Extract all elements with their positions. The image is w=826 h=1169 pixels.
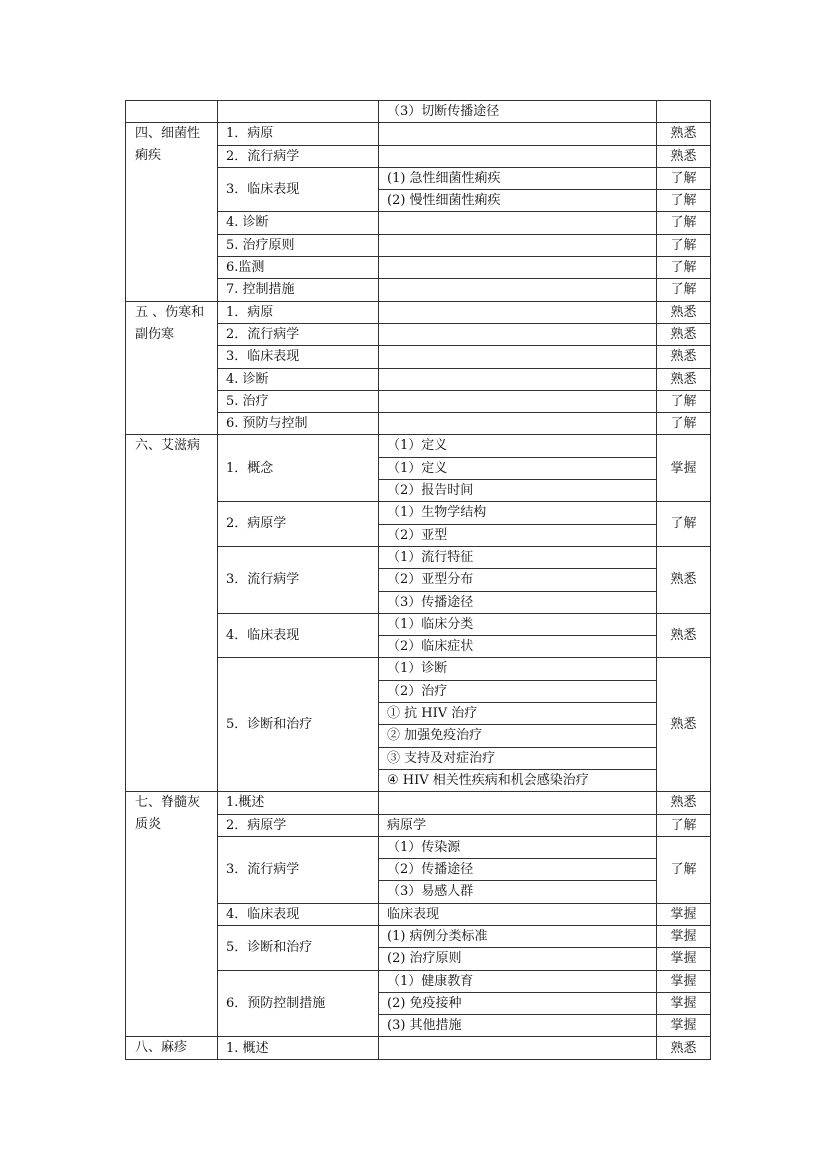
requirement-cell: 熟悉 (657, 792, 711, 814)
detail-cell: （1）流行特征 (379, 546, 657, 568)
detail-cell: ③ 支持及对症治疗 (379, 747, 657, 769)
topic-cell: 2．病原学 (218, 814, 379, 836)
topic-cell: 6.监测 (218, 257, 379, 279)
requirement-cell: 熟悉 (657, 323, 711, 345)
detail-cell: ② 加强免疫治疗 (379, 725, 657, 747)
detail-cell (379, 346, 657, 368)
topic-cell (218, 101, 379, 123)
detail-cell (379, 123, 657, 145)
detail-cell: （3）传播途径 (379, 591, 657, 613)
table-row (126, 123, 711, 145)
detail-cell: (1) 病例分类标准 (379, 925, 657, 947)
detail-cell: （1）健康教育 (379, 970, 657, 992)
detail-cell: （1）诊断 (379, 658, 657, 680)
chapter-cell: 七、脊髓灰质炎 (126, 792, 218, 1037)
syllabus-table-body (126, 101, 711, 1060)
topic-cell: 3．流行病学 (218, 836, 379, 903)
requirement-cell: 了解 (657, 190, 711, 212)
detail-cell: （2）治疗 (379, 680, 657, 702)
requirement-cell: 了解 (657, 814, 711, 836)
chapter-cell: 六、艾滋病 (126, 435, 218, 792)
requirement-cell: 了解 (657, 413, 711, 435)
requirement-cell (657, 101, 711, 123)
detail-cell: （3）易感人群 (379, 881, 657, 903)
topic-cell: 4. 诊断 (218, 212, 379, 234)
table-row (126, 101, 711, 123)
requirement-cell: 掌握 (657, 992, 711, 1014)
requirement-cell: 掌握 (657, 948, 711, 970)
detail-cell: （1）生物学结构 (379, 502, 657, 524)
requirement-cell: 了解 (657, 836, 711, 903)
topic-cell: 1.概述 (218, 792, 379, 814)
topic-cell: 1. 概述 (218, 1037, 379, 1060)
topic-cell: 3．流行病学 (218, 546, 379, 613)
requirement-cell: 熟悉 (657, 368, 711, 390)
detail-cell: （2）报告时间 (379, 480, 657, 502)
topic-cell: 2．病原学 (218, 502, 379, 547)
detail-cell: (2) 治疗原则 (379, 948, 657, 970)
requirement-cell: 了解 (657, 257, 711, 279)
detail-cell (379, 301, 657, 323)
detail-cell (379, 323, 657, 345)
requirement-cell: 熟悉 (657, 658, 711, 792)
requirement-cell: 掌握 (657, 435, 711, 502)
requirement-cell: 熟悉 (657, 546, 711, 613)
topic-cell: 3．临床表现 (218, 167, 379, 212)
requirement-cell: 了解 (657, 390, 711, 412)
table-row (126, 301, 711, 323)
detail-cell: 临床表现 (379, 903, 657, 925)
detail-cell (379, 1037, 657, 1060)
topic-cell: 1．病原 (218, 123, 379, 145)
detail-cell: (2) 慢性细菌性痢疾 (379, 190, 657, 212)
detail-cell: 病原学 (379, 814, 657, 836)
detail-cell (379, 792, 657, 814)
detail-cell (379, 390, 657, 412)
requirement-cell: 了解 (657, 212, 711, 234)
table-row (126, 792, 711, 814)
topic-cell: 7. 控制措施 (218, 279, 379, 301)
requirement-cell: 熟悉 (657, 301, 711, 323)
detail-cell: (2) 免疫接种 (379, 992, 657, 1014)
detail-cell: （2）亚型分布 (379, 569, 657, 591)
detail-cell: （1）定义 (379, 457, 657, 479)
requirement-cell: 掌握 (657, 925, 711, 947)
topic-cell: 2．流行病学 (218, 323, 379, 345)
detail-cell (379, 257, 657, 279)
requirement-cell: 掌握 (657, 970, 711, 992)
topic-cell: 5．诊断和治疗 (218, 925, 379, 970)
requirement-cell: 了解 (657, 502, 711, 547)
detail-cell: ① 抗 HIV 治疗 (379, 703, 657, 725)
detail-cell: (1) 急性细菌性痢疾 (379, 167, 657, 189)
detail-cell: （2）亚型 (379, 524, 657, 546)
topic-cell: 2．流行病学 (218, 145, 379, 167)
requirement-cell: 熟悉 (657, 145, 711, 167)
requirement-cell: 了解 (657, 234, 711, 256)
requirement-cell: 掌握 (657, 1015, 711, 1037)
table-row (126, 1037, 711, 1060)
chapter-cell (126, 101, 218, 123)
detail-cell (379, 413, 657, 435)
topic-cell: 3．临床表现 (218, 346, 379, 368)
requirement-cell: 熟悉 (657, 123, 711, 145)
requirement-cell: 熟悉 (657, 1037, 711, 1060)
requirement-cell: 了解 (657, 279, 711, 301)
detail-cell: （2）临床症状 (379, 636, 657, 658)
requirement-cell: 掌握 (657, 903, 711, 925)
requirement-cell: 熟悉 (657, 613, 711, 658)
detail-cell: （1）定义 (379, 435, 657, 457)
topic-cell: 5．诊断和治疗 (218, 658, 379, 792)
topic-cell: 1．概念 (218, 435, 379, 502)
topic-cell: 1．病原 (218, 301, 379, 323)
topic-cell: 4. 诊断 (218, 368, 379, 390)
topic-cell: 6．预防控制措施 (218, 970, 379, 1037)
detail-cell (379, 145, 657, 167)
detail-cell: (3) 其他措施 (379, 1015, 657, 1037)
detail-cell (379, 234, 657, 256)
table-row (126, 435, 711, 457)
detail-cell (379, 212, 657, 234)
topic-cell: 4．临床表现 (218, 903, 379, 925)
topic-cell: 6. 预防与控制 (218, 413, 379, 435)
topic-cell: 5. 治疗原则 (218, 234, 379, 256)
detail-cell: （1）传染源 (379, 836, 657, 858)
chapter-cell: 四、细菌性痢疾 (126, 123, 218, 301)
detail-cell: （2）传播途径 (379, 859, 657, 881)
syllabus-table (125, 100, 711, 1060)
requirement-cell: 了解 (657, 167, 711, 189)
chapter-cell: 八、麻疹 (126, 1037, 218, 1060)
chapter-cell: 五 、伤寒和副伤寒 (126, 301, 218, 435)
detail-cell: （1）临床分类 (379, 613, 657, 635)
requirement-cell: 熟悉 (657, 346, 711, 368)
detail-cell (379, 279, 657, 301)
detail-cell (379, 368, 657, 390)
topic-cell: 4．临床表现 (218, 613, 379, 658)
topic-cell: 5. 治疗 (218, 390, 379, 412)
detail-cell: （3）切断传播途径 (379, 101, 657, 123)
detail-cell: ④ HIV 相关性疾病和机会感染治疗 (379, 769, 657, 791)
